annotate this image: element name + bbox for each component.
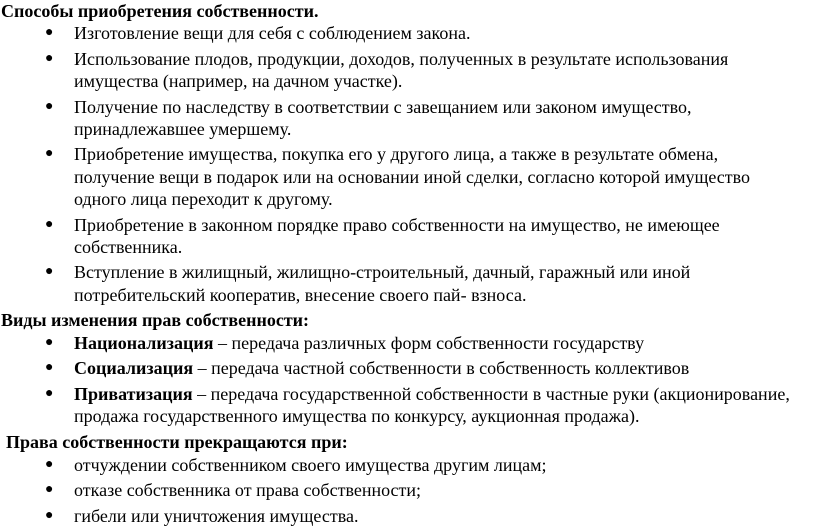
section-heading-acquisition: Способы приобретения собственности.	[1, 1, 319, 21]
changes-list	[0, 332, 816, 428]
list-item	[0, 143, 816, 210]
list-item-text: Использование плодов, продукции, доходов, полученных в результате использования имущества (например, на дачном участке).	[74, 48, 729, 92]
list-item-text: Получение по наследству в соответствии с завещанием или законом имущество, принадлежавшее умершему.	[74, 96, 692, 140]
list-item	[0, 383, 816, 428]
bullet-icon: ●	[45, 456, 54, 472]
list-item	[0, 22, 816, 44]
bullet-icon: ●	[45, 507, 54, 523]
termination-list	[0, 454, 816, 527]
bullet-icon: ●	[45, 50, 54, 66]
list-item-term: Приватизация	[74, 383, 193, 404]
list-item	[0, 214, 816, 259]
section-heading-changes: Виды изменения прав собственности:	[1, 310, 310, 331]
list-item	[0, 454, 816, 476]
list-item-text: Вступление в жилищный, жилищно-строительный, дачный, гаражный или иной потребительский кооператив, внесение своего пай- взноса.	[74, 262, 691, 305]
list-item-text: Приобретение имущества, покупка его у другого лица, а также в результате обмена, получение вещи в подарок или на основании иной сделки, согласно которой имущество одного лица переходит к другому.	[74, 144, 751, 210]
bullet-icon: ●	[45, 98, 54, 114]
list-item	[0, 505, 816, 527]
list-item	[0, 261, 816, 306]
bullet-icon: ●	[45, 216, 54, 232]
bullet-icon: ●	[45, 360, 54, 376]
list-item-text: Изготовление вещи для себя с соблюдением закона.	[74, 23, 471, 44]
bullet-icon: ●	[45, 264, 54, 280]
list-item-text: отказе собственника от права собственности;	[74, 480, 422, 501]
list-item	[0, 48, 816, 93]
acquisition-list	[0, 22, 816, 306]
list-item-term: Национализация	[74, 332, 214, 353]
bullet-icon: ●	[45, 385, 54, 401]
list-item	[0, 357, 816, 379]
section-heading-termination: Права собственности прекращаются при:	[6, 432, 348, 453]
list-item	[0, 479, 816, 501]
bullet-icon: ●	[45, 25, 54, 41]
list-item-text: – передача частной собственности в собственность коллективов	[193, 358, 690, 379]
list-item-text: Приобретение в законном порядке право собственности на имущество, не имеющее собственника.	[74, 214, 720, 258]
list-item	[0, 96, 816, 141]
list-item-text: отчуждении собственником своего имущества другим лицам;	[74, 454, 547, 475]
bullet-icon: ●	[45, 146, 54, 162]
list-item-text: гибели или уничтожения имущества.	[74, 505, 359, 526]
list-item-text: – передача различных форм собственности государству	[213, 332, 645, 353]
list-item-term: Социализация	[74, 358, 194, 379]
list-item-text: – передача государственной собственности в частные руки (акционирование, продажа государственного имущества по конкурсу, аукционная продажа).	[74, 383, 790, 426]
bullet-icon: ●	[45, 482, 54, 498]
list-item	[0, 332, 816, 354]
bullet-icon: ●	[45, 334, 54, 350]
